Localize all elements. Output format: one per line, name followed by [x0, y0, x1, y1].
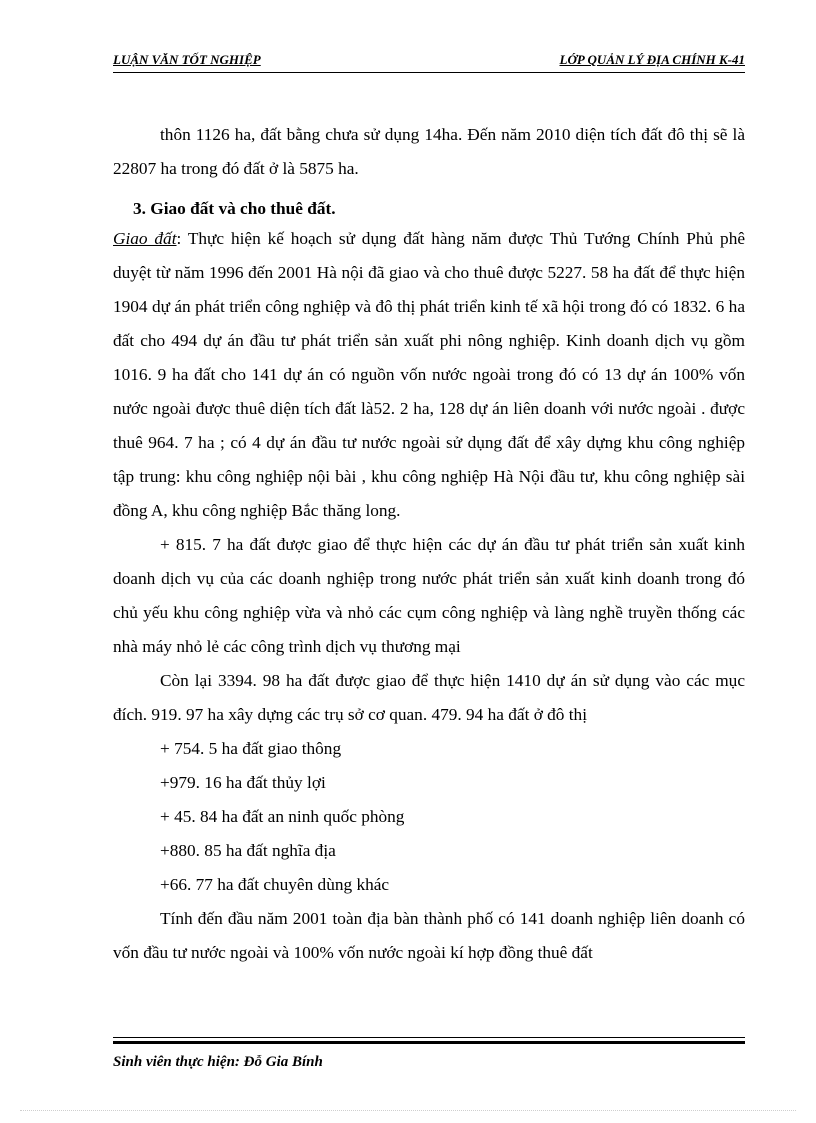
header-divider — [113, 72, 745, 73]
paragraph-land-allocation-text: : Thực hiện kế hoạch sử dụng đất hàng năm được Thủ Tướng Chính Phủ phê duyệt từ năm 1996 đến 2001 Hà nội đã giao và cho thuê được 5227. 58 ha đất để thực hiện 1904 dự án phát triển công nghiệp và đô thị phát triển kinh tế xã hội trong đó có 1832. 6 ha đất cho 494 dự án đầu tư phát triển sản xuất phi nông nghiệp. Kinh doanh dịch vụ gồm 1016. 9 ha đất cho 141 dự án có nguồn vốn nước ngoài trong đó có 13 dự án 100% vốn nước ngoài được thuê diện tích đất là52. 2 ha, 128 dự án liên doanh với nước ngoài . được thuê 964. 7 ha ; có 4 dự án đầu tư nước ngoài sử dụng đất để xây dựng khu công nghiệp tập trung: khu công nghiệp nội bài , khu công nghiệp Hà Nội đầu tư, khu công nghiệp sài đồng A, khu công nghiệp Bắc thăng long. — [113, 229, 745, 520]
paragraph-remaining-land: Còn lại 3394. 98 ha đất được giao để thực hiện 1410 dự án sử dụng vào các mục đích. 919. 97 ha xây dựng các trụ sở cơ quan. 479. 94 ha đất ở đô thị — [113, 671, 745, 724]
page-bottom-dotted-line — [20, 1110, 796, 1111]
header-thesis-title: LUẬN VĂN TỐT NGHIỆP — [113, 52, 261, 67]
footer-author: Sinh viên thực hiện: Đỗ Gia Bính — [113, 1054, 323, 1070]
list-item: +66. 77 ha đất chuyên dùng khác — [160, 875, 390, 894]
paragraph-foreign-enterprises: Tính đến đầu năm 2001 toàn địa bàn thành phố có 141 doanh nghiệp liên doanh có vốn đầu tư nước ngoài và 100% vốn nước ngoài kí hợp đồng thuê đất — [113, 909, 745, 962]
list-item: +880. 85 ha đất nghĩa địa — [160, 841, 336, 860]
paragraph-land-allocation — [113, 222, 745, 528]
document-body — [113, 118, 745, 970]
section-heading: 3. Giao đất và cho thuê đất. — [133, 199, 336, 218]
giao-dat-label: Giao đất — [113, 229, 177, 248]
list-item: +979. 16 ha đất thủy lợi — [160, 773, 326, 792]
footer-divider — [113, 1037, 745, 1044]
list-item: + 754. 5 ha đất giao thông — [160, 739, 342, 758]
page-header — [113, 52, 745, 72]
paragraph-urban-land: thôn 1126 ha, đất bằng chưa sử dụng 14ha. Đến năm 2010 diện tích đất đô thị sẽ là 22807 ha trong đó đất ở là 5875 ha. — [113, 125, 745, 178]
paragraph-domestic-projects: + 815. 7 ha đất được giao để thực hiện các dự án đầu tư phát triển sản xuất kinh doanh dịch vụ của các doanh nghiệp trong nước phát triển sản xuất kinh doanh trong đó chủ yếu khu công nghiệp vừa và nhỏ các cụm công nghiệp và làng nghề truyền thống các nhà máy nhỏ lẻ các công trình dịch vụ thương mại — [113, 535, 745, 656]
list-item: + 45. 84 ha đất an ninh quốc phòng — [160, 807, 405, 826]
header-class-name: LỚP QUẢN LÝ ĐỊA CHÍNH K-41 — [559, 52, 745, 67]
